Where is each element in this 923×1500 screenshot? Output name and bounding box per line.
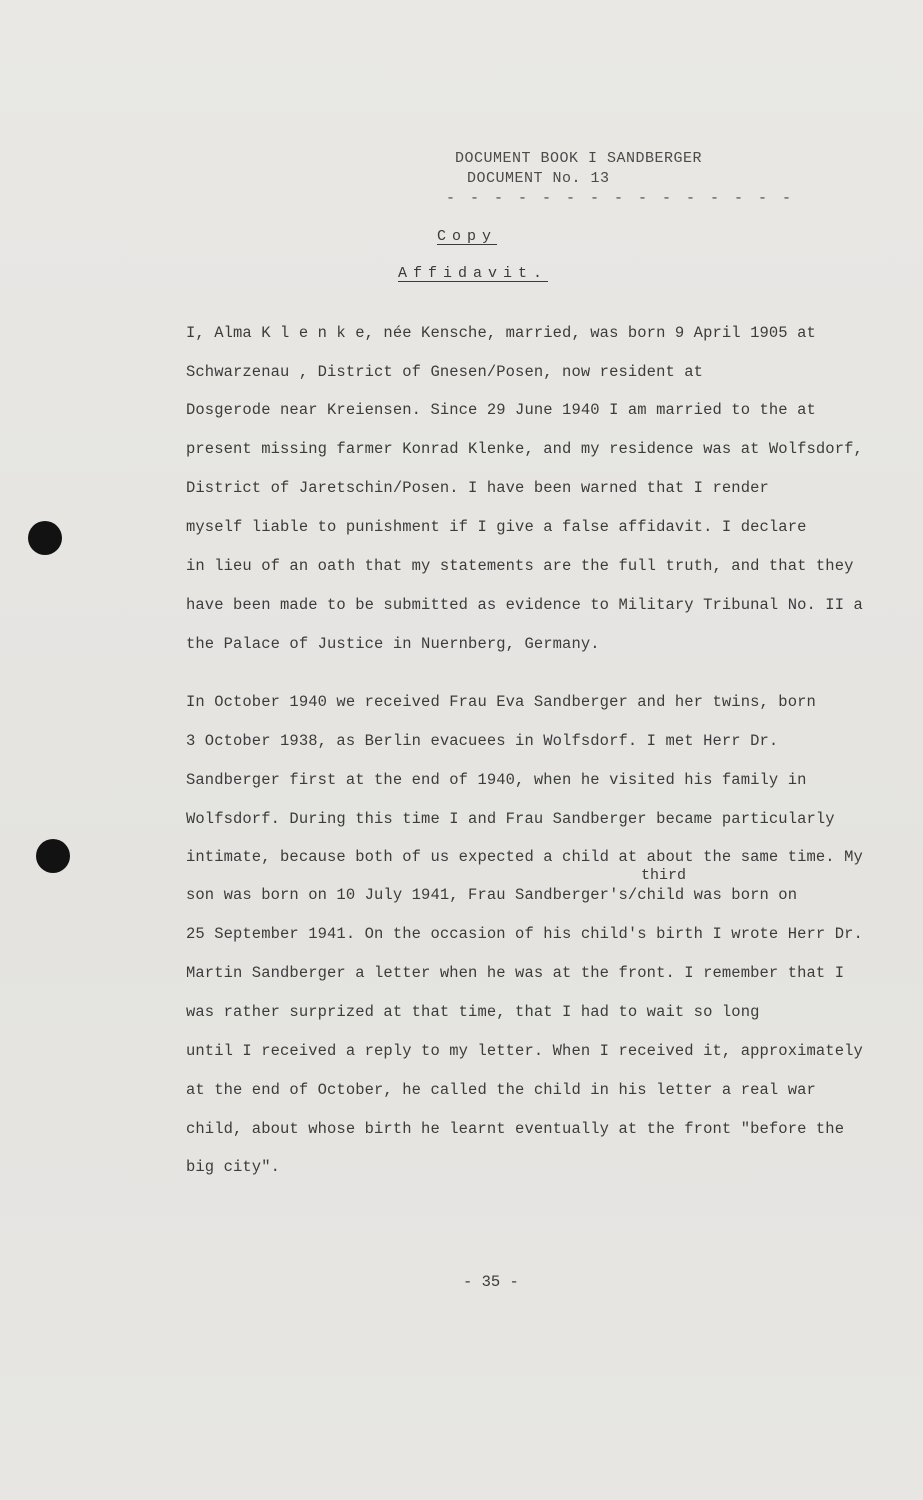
paragraph-2-line: child, about whose birth he learnt eventually at the front "before the bbox=[186, 1120, 845, 1138]
dashed-rule: - - - - - - - - - - - - - - - bbox=[446, 190, 795, 207]
paragraph-1-line: have been made to be submitted as evidence to Military Tribunal No. II a bbox=[186, 596, 863, 614]
document-number-heading: DOCUMENT No. 13 bbox=[467, 170, 610, 187]
paragraph-1-line: present missing farmer Konrad Klenke, and my residence was at Wolfsdorf, bbox=[186, 440, 863, 458]
paragraph-2-line: son was born on 10 July 1941, Frau Sandberger's/child was born on bbox=[186, 886, 798, 904]
paragraph-2-line: big city". bbox=[186, 1158, 281, 1176]
paragraph-2-line: Sandberger first at the end of 1940, when he visited his family in bbox=[186, 771, 807, 789]
paragraph-2-line: In October 1940 we received Frau Eva Sandberger and her twins, born bbox=[186, 693, 816, 711]
paragraph-2-line: intimate, because both of us expected a child at about the same time. My bbox=[186, 848, 863, 866]
interlineation-third: third bbox=[641, 867, 687, 884]
paragraph-1-line: in lieu of an oath that my statements are the full truth, and that they bbox=[186, 557, 854, 575]
paragraph-1-line: District of Jaretschin/Posen. I have been warned that I render bbox=[186, 479, 769, 497]
paragraph-1-line: the Palace of Justice in Nuernberg, Germany. bbox=[186, 635, 600, 653]
paragraph-1-line: myself liable to punishment if I give a false affidavit. I declare bbox=[186, 518, 807, 536]
paragraph-1-line: I, Alma K l e n k e, née Kensche, married, was born 9 April 1905 at bbox=[186, 324, 816, 342]
paragraph-2-line: Wolfsdorf. During this time I and Frau Sandberger became particularly bbox=[186, 810, 835, 828]
paragraph-2-line: 25 September 1941. On the occasion of his child's birth I wrote Herr Dr. bbox=[186, 925, 863, 943]
page-number: - 35 - bbox=[463, 1273, 519, 1291]
paragraph-2-line: at the end of October, he called the child in his letter a real war bbox=[186, 1081, 816, 1099]
paragraph-1-line: Schwarzenau , District of Gnesen/Posen, now resident at bbox=[186, 363, 704, 381]
paragraph-2-line: until I received a reply to my letter. When I received it, approximately bbox=[186, 1042, 863, 1060]
paragraph-2-line: 3 October 1938, as Berlin evacuees in Wolfsdorf. I met Herr Dr. bbox=[186, 732, 779, 750]
punch-hole-top bbox=[28, 521, 62, 555]
document-book-heading: DOCUMENT BOOK I SANDBERGER bbox=[455, 150, 703, 167]
paragraph-1-line: Dosgerode near Kreiensen. Since 29 June 1940 I am married to the at bbox=[186, 401, 816, 419]
paragraph-2-line: was rather surprized at that time, that I had to wait so long bbox=[186, 1003, 760, 1021]
copy-title: Copy bbox=[437, 228, 498, 245]
punch-hole-bottom bbox=[36, 839, 70, 873]
affidavit-title: Affidavit. bbox=[398, 265, 549, 282]
paragraph-2-line: Martin Sandberger a letter when he was at the front. I remember that I bbox=[186, 964, 845, 982]
